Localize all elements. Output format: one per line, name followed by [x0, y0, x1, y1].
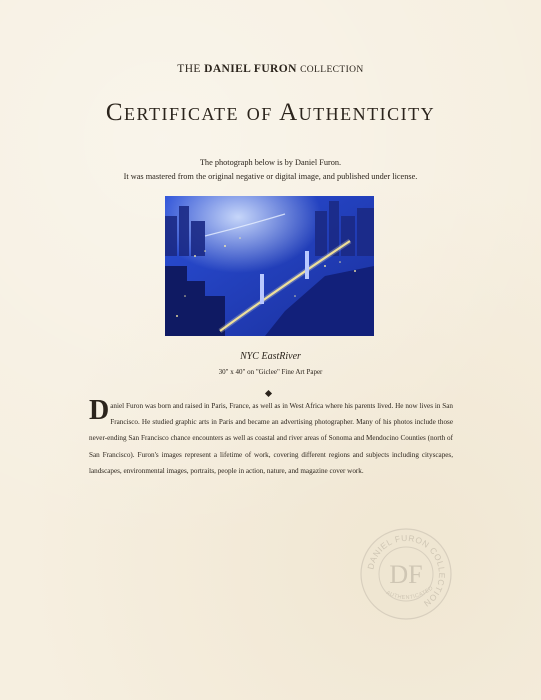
photo-title: NYC EastRiver — [240, 351, 301, 362]
collection-suffix: COLLECTION — [300, 65, 364, 75]
photo-details: 30" x 40" on "Giclee" Fine Art Paper — [218, 368, 323, 376]
collection-name: DANIEL FURON — [204, 63, 297, 75]
seal-bottom-text: AUTHENTICATED — [385, 585, 435, 602]
city-bridge-night-photo — [165, 196, 374, 336]
drop-cap: D — [89, 395, 110, 426]
biography-text — [89, 395, 453, 479]
intro-text — [0, 156, 541, 184]
seal-monogram: DF — [389, 560, 423, 589]
seal-emblem-icon — [359, 527, 453, 621]
seal-ring-text: DANIEL FURON COLLECTION — [365, 532, 448, 610]
authentication-seal — [359, 527, 453, 621]
intro-line-2: It was mastered from the original negative or digital image, and published under license. — [123, 172, 418, 181]
photograph-image — [165, 196, 374, 336]
certificate-title: Certificate of Authenticity — [105, 99, 436, 126]
diamond-divider-icon — [265, 390, 272, 397]
intro-line-1: The photograph below is by Daniel Furon. — [199, 158, 342, 167]
collection-heading — [0, 63, 541, 75]
biography-body: aniel Furon was born and raised in Paris, France, as well as in West Africa where his parents lived. He now lives in San Francisco. He studied graphic arts in Paris and became an advertising photographer. Many of his photos include those never-ending San Francisco chance encounters as well as coastal and river areas of Sonoma and Mendocino Counties (north of San Francisco). Furon's images represent a lifetime of work, covering different regions and subjects including cityscapes, landscapes, environmental images, portraits, people in action, nature, and magazine cover work. — [89, 402, 453, 475]
collection-prefix: THE — [177, 63, 201, 75]
